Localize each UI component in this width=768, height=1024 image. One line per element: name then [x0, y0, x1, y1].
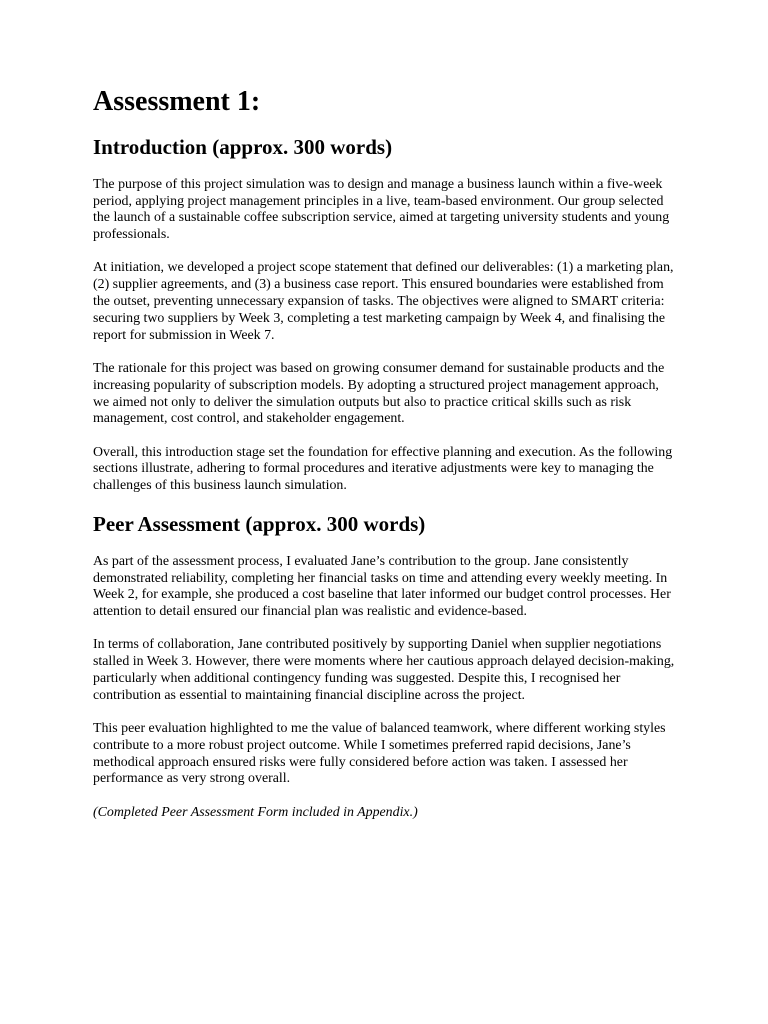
introduction-heading: Introduction (approx. 300 words): [93, 134, 393, 159]
introduction-paragraph-4: Overall, this introduction stage set the foundation for effective planning and execution. As the following sections illustrate, adhering to formal procedures and iterative adjustments were key to managing the challenges of this business launch simulation.: [93, 444, 673, 494]
introduction-section: [93, 135, 678, 495]
peer-assessment-section: [93, 512, 678, 822]
peer-assessment-paragraph-3: This peer evaluation highlighted to me the value of balanced teamwork, where different working styles contribute to a more robust project outcome. While I sometimes preferred rapid decisions, Jane’s methodical approach ensured risks were fully considered before action was taken. I assessed her performance as very strong overall.: [93, 721, 666, 787]
appendix-note: (Completed Peer Assessment Form included in Appendix.): [93, 804, 418, 820]
introduction-paragraph-3: The rationale for this project was based on growing consumer demand for sustainable products and the increasing popularity of subscription models. By adopting a structured project management approach, we aimed not only to deliver the simulation outputs but also to practice critical skills such as risk management, cost control, and stakeholder engagement.: [93, 360, 665, 427]
document-page: [93, 85, 678, 838]
document-title: Assessment 1:: [93, 86, 261, 117]
introduction-paragraph-2: At initiation, we developed a project scope statement that defined our deliverables: (1) a marketing plan, (2) supplier agreements, and (3) a business case report. This ensured boundaries were established from the outset, preventing unnecessary expansion of tasks. The objectives were aligned to SMART criteria: securing two suppliers by Week 3, completing a test marketing campaign by Week 4, and finalising the report for submission in Week 7.: [93, 260, 674, 343]
peer-assessment-paragraph-2: In terms of collaboration, Jane contributed positively by supporting Daniel when supplier negotiations stalled in Week 3. However, there were moments where her cautious approach delayed decision-making, particularly when additional contingency funding was suggested. Despite this, I recognised her contribution as essential to maintaining financial discipline across the project.: [93, 637, 675, 703]
introduction-paragraph-1: The purpose of this project simulation was to design and manage a business launch within a five-week period, applying project management principles in a live, team-based environment. Our group selected the launch of a sustainable coffee subscription service, aimed at targeting university students and young professionals.: [93, 176, 670, 243]
peer-assessment-heading: Peer Assessment (approx. 300 words): [93, 511, 426, 536]
peer-assessment-paragraph-1: As part of the assessment process, I evaluated Jane’s contribution to the group. Jane consistently demonstrated reliability, completing her financial tasks on time and attending every weekly meeting. In Week 2, for example, she produced a cost baseline that later informed our budget control processes. Her attention to detail ensured our financial plan was realistic and evidence-based.: [93, 553, 671, 620]
